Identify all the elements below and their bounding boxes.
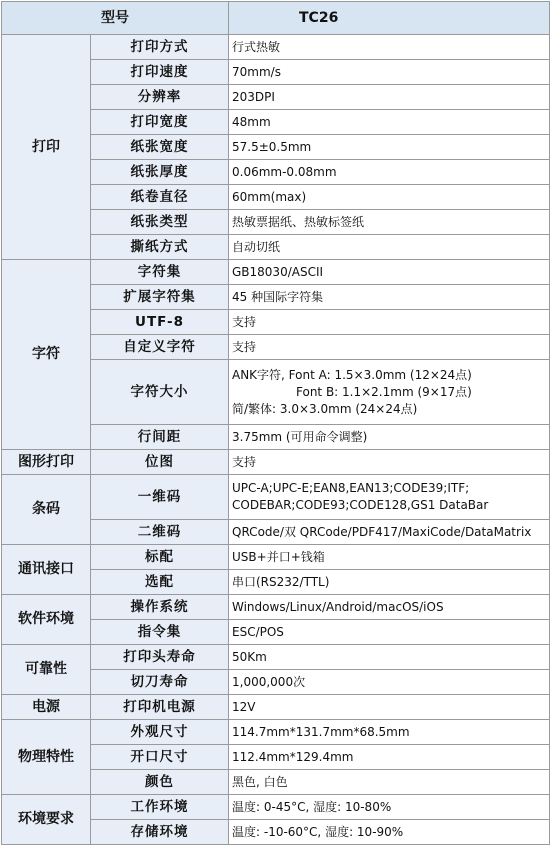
item-label: 撕纸方式: [91, 235, 229, 260]
category-graphic: 图形打印: [2, 450, 91, 475]
item-label: 打印头寿命: [91, 645, 229, 670]
item-value: 203DPI: [229, 85, 550, 110]
item-value: Windows/Linux/Android/macOS/iOS: [229, 595, 550, 620]
item-value: QRCode/双 QRCode/PDF417/MaxiCode/DataMatrix: [229, 520, 550, 545]
table-row: [2, 545, 550, 570]
item-label: 颜色: [91, 770, 229, 795]
item-label: 操作系统: [91, 595, 229, 620]
item-value: 黑色, 白色: [229, 770, 550, 795]
item-value: 60mm(max): [229, 185, 550, 210]
table-row: [2, 475, 550, 520]
category-env: 环境要求: [2, 795, 91, 845]
value-line: 简/繁体: 3.0×3.0mm (24×24点): [232, 401, 418, 416]
item-value: 45 种国际字符集: [229, 285, 550, 310]
category-print: 打印: [2, 35, 91, 260]
item-label: 字符大小: [91, 360, 229, 425]
value-line: ANK字符, Font A: 1.5×3.0mm (12×24点): [232, 367, 472, 382]
item-value: 自动切纸: [229, 235, 550, 260]
item-value: ESC/POS: [229, 620, 550, 645]
category-reliability: 可靠性: [2, 645, 91, 695]
item-value: 支持: [229, 310, 550, 335]
spec-table: [1, 1, 550, 845]
category-software: 软件环境: [2, 595, 91, 645]
item-value: 0.06mm-0.08mm: [229, 160, 550, 185]
category-power: 电源: [2, 695, 91, 720]
item-value: 串口(RS232/TTL): [229, 570, 550, 595]
item-value: 支持: [229, 450, 550, 475]
table-row: [2, 645, 550, 670]
item-label: 打印方式: [91, 35, 229, 60]
table-row: [2, 450, 550, 475]
item-value: 12V: [229, 695, 550, 720]
item-label: 标配: [91, 545, 229, 570]
value-line: Font B: 1.1×2.1mm (9×17点): [296, 384, 472, 399]
item-value: 114.7mm*131.7mm*68.5mm: [229, 720, 550, 745]
table-row: [2, 695, 550, 720]
item-value: 50Km: [229, 645, 550, 670]
item-value: GB18030/ASCII: [229, 260, 550, 285]
category-barcode: 条码: [2, 475, 91, 545]
item-value: 行式热敏: [229, 35, 550, 60]
item-label: 打印机电源: [91, 695, 229, 720]
item-value: 温度: -10-60°C, 湿度: 10-90%: [229, 820, 550, 845]
item-label: 字符集: [91, 260, 229, 285]
item-label: 指令集: [91, 620, 229, 645]
table-row: [2, 720, 550, 745]
item-label: 纸张宽度: [91, 135, 229, 160]
table-row: [2, 595, 550, 620]
item-value: 3.75mm (可用命令调整): [229, 425, 550, 450]
table-row: [2, 35, 550, 60]
item-label: 打印速度: [91, 60, 229, 85]
table-row: [2, 260, 550, 285]
item-value: [229, 475, 550, 520]
category-physical: 物理特性: [2, 720, 91, 795]
item-value: 112.4mm*129.4mm: [229, 745, 550, 770]
category-chars: 字符: [2, 260, 91, 450]
item-label: 纸张类型: [91, 210, 229, 235]
item-value: USB+并口+钱箱: [229, 545, 550, 570]
item-value: 支持: [229, 335, 550, 360]
item-label: UTF-8: [91, 310, 229, 335]
item-label: 外观尺寸: [91, 720, 229, 745]
item-label: 开口尺寸: [91, 745, 229, 770]
item-label: 扩展字符集: [91, 285, 229, 310]
item-label: 位图: [91, 450, 229, 475]
item-value: 70mm/s: [229, 60, 550, 85]
value-line: CODEBAR;CODE93;CODE128,GS1 DataBar: [232, 498, 489, 512]
table-row: [2, 795, 550, 820]
item-label: 自定义字符: [91, 335, 229, 360]
item-value: [229, 360, 550, 425]
item-value: 温度: 0-45°C, 湿度: 10-80%: [229, 795, 550, 820]
category-comm: 通讯接口: [2, 545, 91, 595]
item-label: 工作环境: [91, 795, 229, 820]
item-label: 选配: [91, 570, 229, 595]
item-label: 打印宽度: [91, 110, 229, 135]
item-label: 纸卷直径: [91, 185, 229, 210]
item-label: 一维码: [91, 475, 229, 520]
item-value: 48mm: [229, 110, 550, 135]
item-value: 热敏票据纸、热敏标签纸: [229, 210, 550, 235]
item-label: 切刀寿命: [91, 670, 229, 695]
header-row: [2, 2, 550, 35]
item-label: 二维码: [91, 520, 229, 545]
item-label: 分辨率: [91, 85, 229, 110]
item-value: 57.5±0.5mm: [229, 135, 550, 160]
model-value: TC26: [229, 2, 550, 35]
value-line: UPC-A;UPC-E;EAN8,EAN13;CODE39;ITF;: [232, 481, 470, 495]
item-label: 行间距: [91, 425, 229, 450]
model-label: 型号: [2, 2, 229, 35]
item-value: 1,000,000次: [229, 670, 550, 695]
item-label: 存储环境: [91, 820, 229, 845]
item-label: 纸张厚度: [91, 160, 229, 185]
